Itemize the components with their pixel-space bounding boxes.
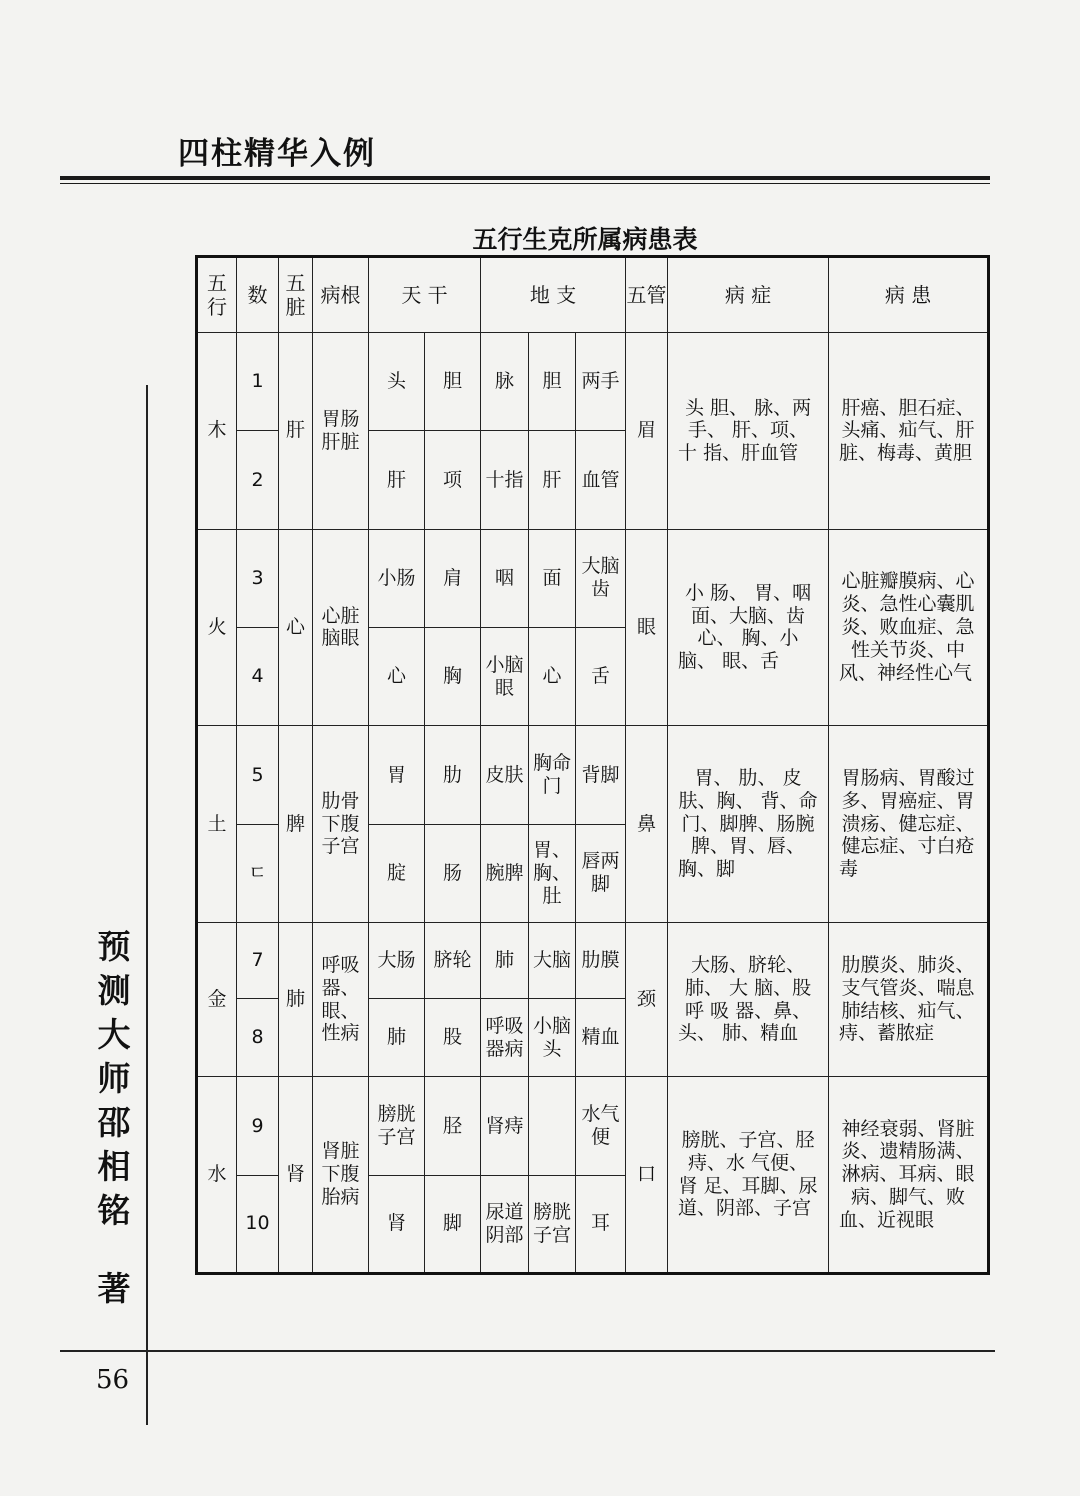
five-elements-disease-table <box>195 255 990 1275</box>
cell-tiangan-2: 脚 <box>425 1175 481 1273</box>
cell-number: 4 <box>237 627 279 725</box>
cell-guan: 眉 <box>626 333 668 530</box>
cell-dizhi-1: 小脑眼 <box>481 627 529 725</box>
author-role: 著 <box>97 1269 131 1308</box>
cell-dizhi-2: 心 <box>529 627 576 725</box>
cell-element: 金 <box>197 922 237 1076</box>
cell-tiangan-2: 脐轮 <box>425 922 481 998</box>
cell-root: 呼吸器、眼、性病 <box>313 922 369 1076</box>
author-char: 师 <box>97 1059 131 1098</box>
header-wuguan: 五管 <box>626 257 668 333</box>
table-header-row <box>197 257 989 333</box>
cell-diseases: 心脏瓣膜病、心炎、急性心囊肌炎、败血症、急性关节炎、中风、神经性心气 <box>829 529 989 726</box>
cell-symptoms: 头 胆、 脉、两 手、 肝、项、 十 指、肝血管 <box>668 333 829 530</box>
margin-vertical-rule <box>146 385 148 1425</box>
cell-dizhi-3: 肋膜 <box>576 922 626 998</box>
cell-dizhi-1: 尿道阴部 <box>481 1175 529 1273</box>
table-row <box>197 1077 989 1175</box>
table-row <box>197 529 989 627</box>
cell-dizhi-1: 肺 <box>481 922 529 998</box>
cell-tiangan-1: 心 <box>369 627 425 725</box>
header-binggen: 病根 <box>313 257 369 333</box>
author-char: 相 <box>97 1147 131 1186</box>
cell-number: 8 <box>237 999 279 1077</box>
cell-dizhi-1: 皮肤 <box>481 726 529 824</box>
table-title: 五行生克所属病患表 <box>472 225 698 254</box>
cell-organ: 心 <box>279 529 313 726</box>
cell-tiangan-1: 大肠 <box>369 922 425 998</box>
header-rule-thick <box>60 176 990 180</box>
cell-symptoms: 大肠、脐轮、肺、 大 脑、股 呼 吸 器、鼻、头、 肺、精血 <box>668 922 829 1076</box>
header-wuxing: 五行 <box>197 257 237 333</box>
cell-tiangan-1: 肾 <box>369 1175 425 1273</box>
cell-tiangan-2: 肩 <box>425 529 481 627</box>
cell-organ: 肾 <box>279 1077 313 1274</box>
footer-rule <box>60 1350 995 1352</box>
cell-diseases: 肝癌、胆石症、头痛、疝气、肝脏、梅毒、黄胆 <box>829 333 989 530</box>
cell-element: 木 <box>197 333 237 530</box>
header-wuzang: 五脏 <box>279 257 313 333</box>
header-rule-thin <box>60 183 990 184</box>
cell-dizhi-3: 水气便 <box>576 1077 626 1175</box>
cell-organ: 脾 <box>279 726 313 923</box>
cell-tiangan-2: 项 <box>425 431 481 529</box>
cell-tiangan-1: 腚 <box>369 824 425 922</box>
cell-tiangan-2: 股 <box>425 999 481 1077</box>
cell-element: 土 <box>197 726 237 923</box>
cell-number: ㄷ <box>237 824 279 922</box>
header-tiangan: 天 干 <box>369 257 481 333</box>
cell-tiangan-1: 头 <box>369 333 425 431</box>
page-number: 56 <box>96 1365 130 1395</box>
cell-dizhi-2: 大脑 <box>529 922 576 998</box>
cell-dizhi-2: 面 <box>529 529 576 627</box>
author-char: 预 <box>97 927 131 966</box>
cell-dizhi-1: 脉 <box>481 333 529 431</box>
header-bingzheng: 病 症 <box>668 257 829 333</box>
cell-dizhi-1: 腕脾 <box>481 824 529 922</box>
cell-number: 3 <box>237 529 279 627</box>
cell-dizhi-2: 胸命门 <box>529 726 576 824</box>
cell-dizhi-2 <box>529 1077 576 1175</box>
cell-guan: 颈 <box>626 922 668 1076</box>
author-credit <box>88 925 140 1311</box>
cell-dizhi-3: 背脚 <box>576 726 626 824</box>
cell-diseases: 肋膜炎、肺炎、支气管炎、喘息肺结核、疝气、痔、蓄脓症 <box>829 922 989 1076</box>
cell-dizhi-1: 十指 <box>481 431 529 529</box>
cell-dizhi-1: 肾痔 <box>481 1077 529 1175</box>
cell-guan: 口 <box>626 1077 668 1274</box>
cell-guan: 眼 <box>626 529 668 726</box>
cell-tiangan-1: 肺 <box>369 999 425 1077</box>
author-char: 铭 <box>97 1191 131 1230</box>
cell-diseases: 胃肠病、胃酸过多、胃癌症、胃溃疡、健忘症、健忘症、寸白疮毒 <box>829 726 989 923</box>
cell-tiangan-2: 肋 <box>425 726 481 824</box>
header-shu: 数 <box>237 257 279 333</box>
cell-number: 9 <box>237 1077 279 1175</box>
cell-dizhi-3: 精血 <box>576 999 626 1077</box>
cell-tiangan-1: 肝 <box>369 431 425 529</box>
cell-dizhi-3: 唇两脚 <box>576 824 626 922</box>
running-header-title: 四柱精华入例 <box>178 136 376 172</box>
cell-guan: 鼻 <box>626 726 668 923</box>
cell-number: 5 <box>237 726 279 824</box>
cell-symptoms: 胃、 肋、 皮肤、胸、 背、命门、脚脾、肠腕脾、胃、唇、胸、脚 <box>668 726 829 923</box>
cell-root: 胃肠肝脏 <box>313 333 369 530</box>
author-char: 大 <box>97 1015 131 1054</box>
header-binghuan: 病 患 <box>829 257 989 333</box>
cell-tiangan-1: 膀胱子宫 <box>369 1077 425 1175</box>
cell-dizhi-2: 胆 <box>529 333 576 431</box>
cell-dizhi-2: 肝 <box>529 431 576 529</box>
header-dizhi: 地 支 <box>481 257 626 333</box>
cell-tiangan-1: 胃 <box>369 726 425 824</box>
table-row <box>197 922 989 998</box>
cell-dizhi-3: 血管 <box>576 431 626 529</box>
cell-diseases: 神经衰弱、肾脏炎、遗精肠满、淋病、耳病、眼病、脚气、败血、近视眼 <box>829 1077 989 1274</box>
cell-symptoms: 小 肠、 胃、咽面、大脑、齿 心、 胸、小 脑、 眼、舌 <box>668 529 829 726</box>
cell-tiangan-2: 肠 <box>425 824 481 922</box>
cell-dizhi-3: 大脑齿 <box>576 529 626 627</box>
cell-dizhi-2: 膀胱子宫 <box>529 1175 576 1273</box>
cell-dizhi-2: 小脑头 <box>529 999 576 1077</box>
cell-root: 肋骨下腹子宫 <box>313 726 369 923</box>
cell-dizhi-3: 耳 <box>576 1175 626 1273</box>
cell-dizhi-3: 舌 <box>576 627 626 725</box>
cell-symptoms: 膀胱、子宫、胫 痔、水 气便、 肾 足、耳脚、尿道、阴部、子宫 <box>668 1077 829 1274</box>
cell-organ: 肝 <box>279 333 313 530</box>
cell-organ: 肺 <box>279 922 313 1076</box>
cell-dizhi-2: 胃、胸、肚 <box>529 824 576 922</box>
cell-tiangan-1: 小肠 <box>369 529 425 627</box>
author-gap <box>88 1233 140 1267</box>
table-row <box>197 333 989 431</box>
cell-number: 2 <box>237 431 279 529</box>
cell-element: 水 <box>197 1077 237 1274</box>
cell-dizhi-1: 咽 <box>481 529 529 627</box>
cell-tiangan-2: 胫 <box>425 1077 481 1175</box>
cell-number: 7 <box>237 922 279 998</box>
cell-tiangan-2: 胸 <box>425 627 481 725</box>
cell-tiangan-2: 胆 <box>425 333 481 431</box>
author-char: 测 <box>97 971 131 1010</box>
cell-element: 火 <box>197 529 237 726</box>
cell-number: 1 <box>237 333 279 431</box>
cell-dizhi-3: 两手 <box>576 333 626 431</box>
table-row <box>197 726 989 824</box>
cell-dizhi-1: 呼吸器病 <box>481 999 529 1077</box>
author-char: 邵 <box>97 1103 131 1142</box>
cell-root: 心脏脑眼 <box>313 529 369 726</box>
cell-root: 肾脏下腹胎病 <box>313 1077 369 1274</box>
cell-number: 10 <box>237 1175 279 1273</box>
